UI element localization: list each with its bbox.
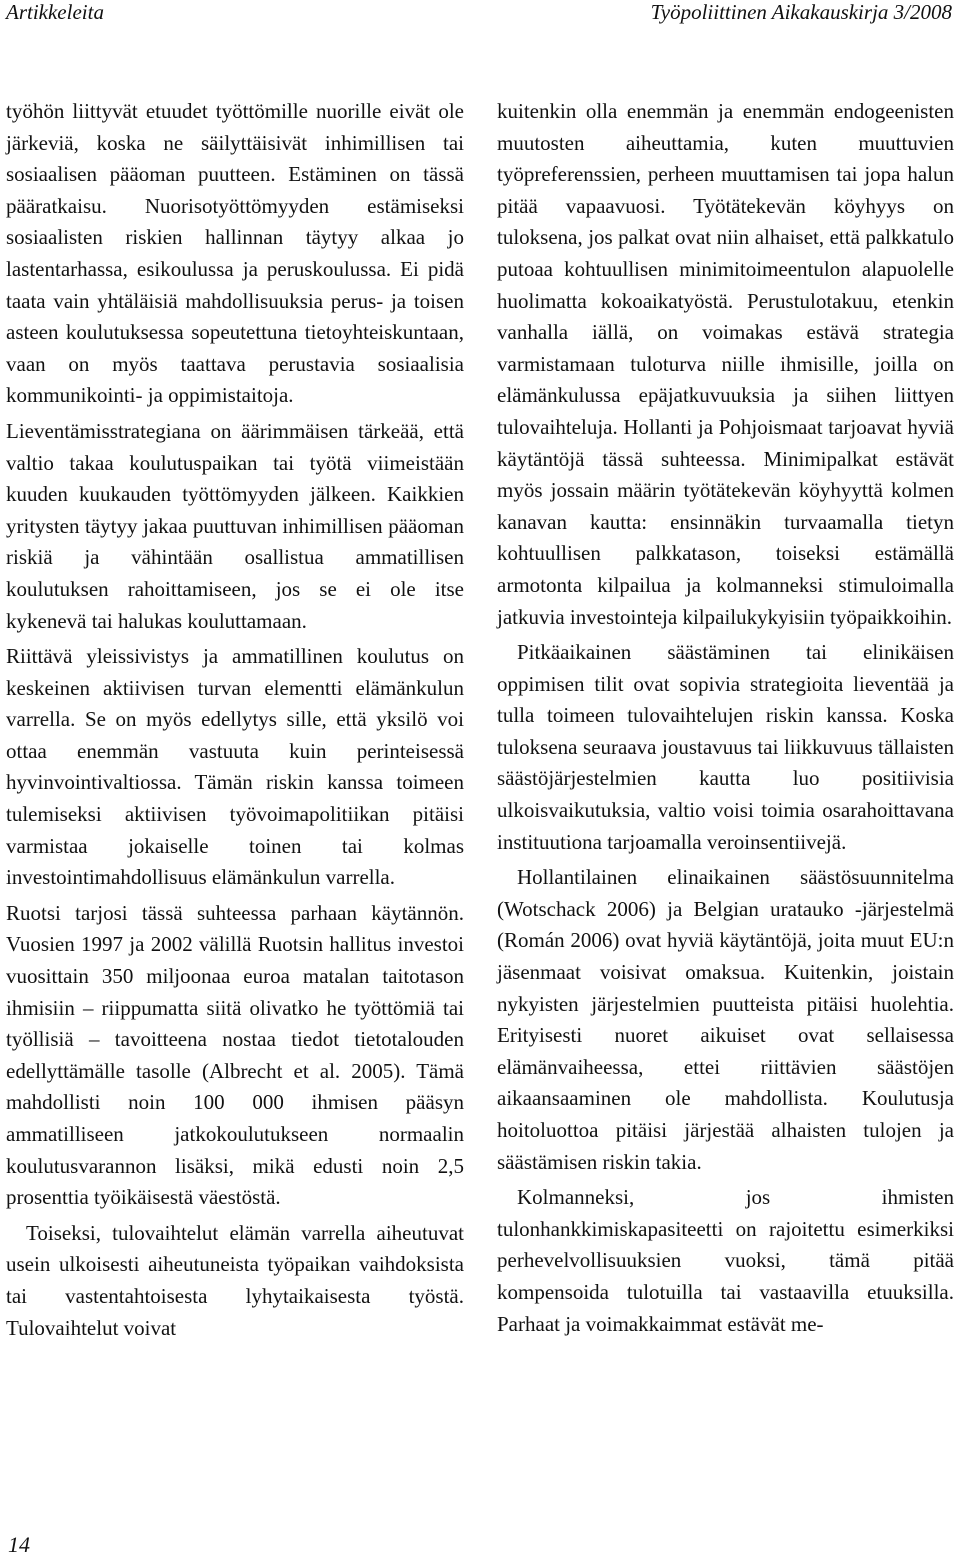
left-column xyxy=(6,96,464,1348)
paragraph: Ruotsi tarjosi tässä suhteessa parhaan käytännön. Vuosien 1997 ja 2002 välillä Ruotsin hallitus investoi vuosittain 350 miljoonaa euroa matalan taitotason ihmisiin – riippumatta siitä olivatko he työttömiä tai työllisiä – tavoitteena nostaa tiedot tietotalouden edellyttämälle tasolle (Albrecht et al. 2005). Tämä mahdollisti noin 100 000 ihmisen pääsyn ammatilliseen jatkokoulutukseen normaalin koulutusvarannon lisäksi, mikä edusti noin 2,5 prosenttia työikäisestä väestöstä. xyxy=(6,900,464,1210)
paragraph: Hollantilainen elinaikainen säästösuunnitelma (Wotschack 2006) ja Belgian uratauko -järjestelmä (Román 2006) ovat hyviä käytäntöjä, joita muut EU:n jäsenmaat voisivat omaksua. Kuitenkin, joistain nykyisten järjestelmien puutteista pitäisi huolehtia. Erityisesti nuoret aikuiset ovat sellaisessa elämänvaiheessa, ettei riittävien säästöjen aikaansaaminen ole mahdollista. Koulutusja hoitoluottoa pitäisi järjestää alhaisten tulojen ja säästämisen riskin takia. xyxy=(497,865,954,1174)
paragraph: Pitkäaikainen säästäminen tai elinikäisen oppimisen tilit ovat sopivia strategioita lieventää ja tulla toimeen tulovaihtelujen riskin kanssa. Koska tuloksena seuraava joustavuus tai liikkuvuus tällaisten säästöjärjestelmien kautta luo positiivisia ulkoisvaikutuksia, valtio voisi toimia osarahoittavana instituutiona tarjoamalla veroinsentiivejä. xyxy=(497,640,954,854)
running-header xyxy=(0,0,960,30)
paragraph: Lieventämisstrategiana on äärimmäisen tärkeää, että valtio takaa koulutuspaikan tai työtä viimeistään kuuden kuukauden työttömyyden jälkeen. Kaikkien yritysten täytyy jakaa puuttuvan inhimillisen pääoman riskiä ja vähintään osallistua ammatillisen koulutuksen rahoittamiseen, jos se ei ole itse kykenevä tai halukas kouluttamaan. xyxy=(6,418,464,633)
page-number: 14 xyxy=(8,1532,30,1557)
section-title: Artikkeleita xyxy=(6,0,104,24)
paragraph: kuitenkin olla enemmän ja enemmän endogeenisten muutosten aiheuttamia, kuten muuttuvien työpreferenssien, perheen muuttamisen tai jopa halun pitää vapaavuosi. Työtätekevän köyhyys on tuloksena, jos palkat ovat niin alhaiset, että palkkatulo putoaa kohtuullisen minimitoimeentulon alapuolelle huolimatta kokoaikatyöstä. Perustulotakuu, etenkin vanhalla iällä, on voimakas estävä strategia varmistamaan tuloturva niille ihmisille, joilla on elämänkulussa epäjatkuvuuksia ja siihen liittyen tulovaihteluja. Hollanti ja Pohjoismaat tarjoavat hyviä käytäntöjä tässä suhteessa. Minimipalkat estävät myös jossain määrin työtätekevän köyhyyttä kolmen kanavan kautta: ensinnäkin turvaamalla tietyn kohtuullisen palkkatason, toiseksi estämällä armotonta kilpailua ja kolmanneksi stimuloimalla jatkuvia investointeja kilpailukykyisiin työpaikkoihin. xyxy=(497,99,954,629)
paragraph: Kolmanneksi, jos ihmisten tulonhankkimiskapasiteetti on rajoitettu esimerkiksi perhevelvollisuuksien vuoksi, tämä pitää kompensoida tulotuilla tai vastaavilla etuuksilla. Parhaat ja voimakkaimmat estävät me- xyxy=(497,1185,954,1336)
paragraph: Riittävä yleissivistys ja ammatillinen koulutus on keskeinen aktiivisen turvan elementti elämänkulun varrella. Se on myös edellytys sille, että yksilö voi ottaa enemmän vastuuta kuin perinteisessä hyvinvointivaltiossa. Tämän riskin kanssa toimeen tulemiseksi aktiivisen työvoimapolitiikan pitäisi varmistaa jokaiselle toinen tai kolmas investointimahdollisuus elämänkulun varrella. xyxy=(6,644,464,890)
paragraph: Toiseksi, tulovaihtelut elämän varrella aiheutuvat usein ulkoisesti aiheutuneista työpaikan vaihdoksista tai vastentahtoisesta lyhytaikaisesta työstä. Tulovaihtelut voivat xyxy=(6,1220,464,1340)
paragraph: työhön liittyvät etuudet työttömille nuorille eivät ole järkeviä, koska ne säilyttäisivät inhimillisen tai sosiaalisen pääoman puutteen. Estäminen on tässä pääratkaisu. Nuorisotyöttömyyden estämiseksi sosiaalisten riskien hallinnan täytyy alkaa jo lastentarhassa, esikoulussa ja peruskoulussa. Ei pidä taata vain yhtäläisiä mahdollisuuksia perus- ja toisen asteen koulutuksessa sopeutettuna tietoyhteiskuntaan, vaan on myös taattava perustavia sosiaalisia kommunikointi- ja oppimistaitoja. xyxy=(6,99,464,408)
right-column xyxy=(497,96,954,1344)
journal-title: Työpoliittinen Aikakauskirja 3/2008 xyxy=(650,0,952,24)
